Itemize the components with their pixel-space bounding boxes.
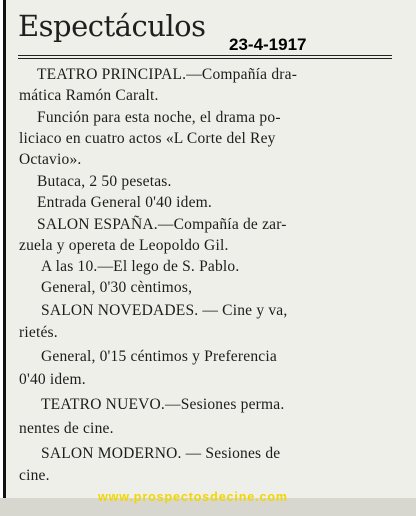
listing-line: SALON MODERNO. — Sesiones de: [41, 445, 281, 462]
listing-line: rietés.: [19, 324, 58, 341]
listing-line: mática Ramón Caralt.: [19, 87, 159, 104]
section-title: Espectáculos: [18, 9, 206, 43]
listing-line: zuela y opereta de Leopoldo Gil.: [19, 237, 229, 254]
listing-line: SALON ESPAÑA.—Compañía de zar-: [37, 216, 287, 233]
listing-line: A las 10.—El lego de S. Pablo.: [41, 258, 240, 275]
listing-line: TEATRO PRINCIPAL.—Compañía dra-: [37, 66, 298, 83]
listing-line: Función para esta noche, el drama po-: [37, 109, 281, 126]
column-border: [0, 0, 9, 516]
listing-line: TEATRO NUEVO.—Sesiones perma.: [41, 396, 285, 413]
listing-line: liciaco en cuatro actos «L Corte del Rey: [19, 130, 276, 147]
listing-line: 0'40 idem.: [19, 371, 86, 388]
site-watermark: www.prospectosdecine.com: [98, 490, 288, 504]
listing-line: nentes de cine.: [19, 420, 114, 437]
listing-line: General, 0'15 céntimos y Preferencia: [41, 348, 277, 365]
listing-line: Entrada General 0'40 idem.: [37, 194, 212, 211]
listing-line: Butaca, 2 50 pesetas.: [37, 173, 172, 190]
listing-line: cine.: [19, 467, 50, 484]
listing-line: General, 0'30 cèntimos,: [41, 279, 193, 296]
date-stamp: 23-4-1917: [229, 35, 307, 54]
listing-line: Octavio».: [19, 151, 82, 168]
title-rule: [18, 55, 392, 59]
listing-line: SALON NOVEDADES. — Cine y va,: [41, 302, 288, 319]
